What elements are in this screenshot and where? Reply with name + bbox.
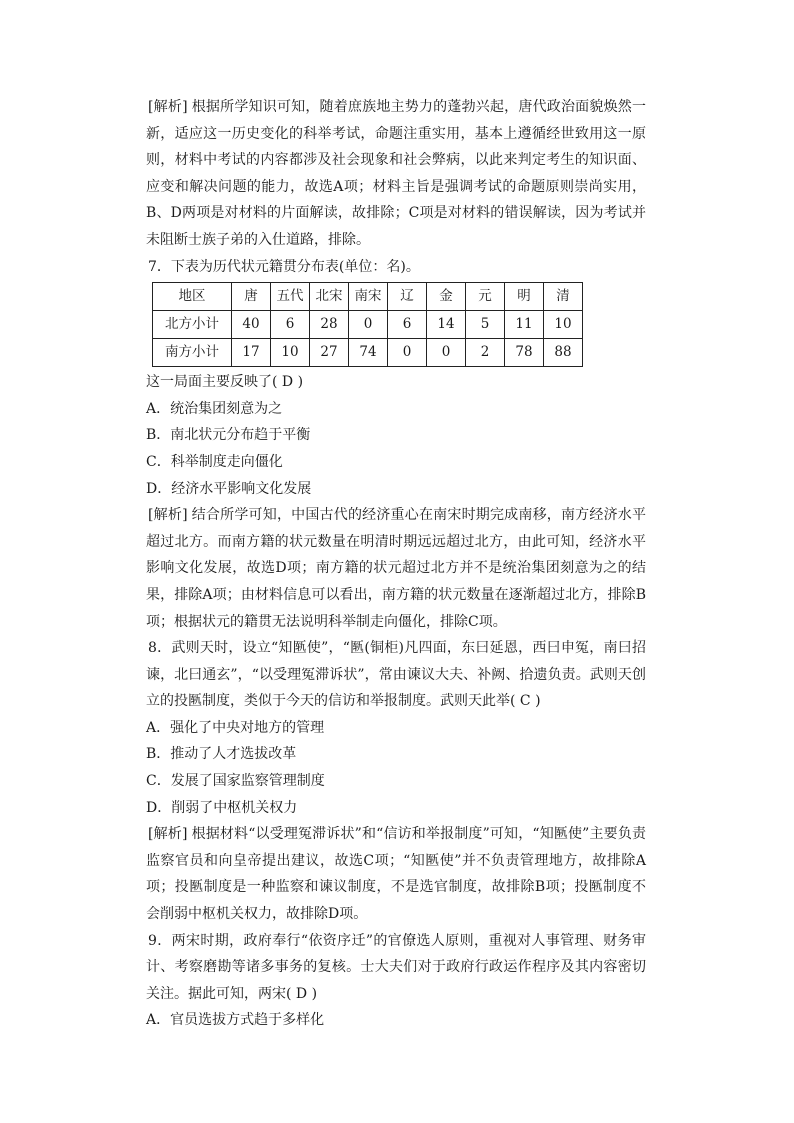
table-header-cell: 金	[427, 283, 466, 311]
table-cell: 28	[310, 311, 349, 339]
q7-stem: 7．下表为历代状元籍贯分布表(单位：名)。	[148, 258, 420, 275]
page-content	[146, 94, 646, 1034]
table-cell: 14	[427, 311, 466, 339]
table-cell: 0	[427, 339, 466, 367]
table-cell: 0	[388, 339, 427, 367]
table-cell: 74	[349, 339, 388, 367]
table-cell: 5	[466, 311, 505, 339]
q8-option-b: B．推动了人才选拔改革	[146, 746, 297, 763]
table-header-cell: 北宋	[310, 283, 349, 311]
analysis-text: 根据所学知识可知，随着庶族地主势力的蓬勃兴起，唐代政治面貌焕然一新，适应这一历史变化的科举考试，命题注重实用，基本上遵循经世致用这一原则，材料中考试的内容都涉及社会现象和社会弊病，以此来判定考生的知识面、应变和解决问题的能力，故选A项；材料主旨是强调考试的命题原则崇尚实用，B、D两项是对材料的片面解读，故排除；C项是对材料的错误解读，因为考试并未阻断士族子弟的入仕道路，排除。	[146, 99, 646, 248]
table-cell: 27	[310, 339, 349, 367]
table-cell: 88	[544, 339, 583, 367]
table-header-cell: 地区	[153, 283, 232, 311]
prev-analysis	[146, 94, 646, 254]
table-cell: 10	[544, 311, 583, 339]
table-cell: 78	[505, 339, 544, 367]
q8-analysis	[146, 821, 646, 927]
q7-question: 这一局面主要反映了( D )	[146, 374, 304, 391]
q8-stem: 8．武则天时，设立“知匦使”，“匦(铜柜)凡四面，东曰延恩，西曰申冤，南曰招谏，北曰通玄”，“以受理冤滞诉状”，常由谏议大夫、补阙、拾遗负责。武则天创立的投匦制度，类似于今天的信访和举报制度。武则天此举( C )	[146, 640, 646, 710]
table-header-row	[153, 283, 583, 311]
table-cell: 40	[232, 311, 271, 339]
table-cell: 北方小计	[153, 311, 232, 339]
table-row	[153, 311, 583, 339]
analysis-text: 结合所学可知，中国古代的经济重心在南宋时期完成南移，南方经济水平超过北方。而南方籍的状元数量在明清时期远远超过北方，由此可知，经济水平影响文化发展，故选D项；南方籍的状元超过北方并不是统治集团刻意为之的结果，排除A项；由材料信息可以看出，南方籍的状元数量在逐渐超过北方，排除B项；根据状元的籍贯无法说明科举制走向僵化，排除C项。	[146, 507, 646, 630]
table-header-cell: 南宋	[349, 283, 388, 311]
q7-option-d: D．经济水平影响文化发展	[146, 480, 312, 497]
q7-table	[152, 282, 583, 367]
table-cell: 0	[349, 311, 388, 339]
table-cell: 南方小计	[153, 339, 232, 367]
q7-option-b: B．南北状元分布趋于平衡	[146, 427, 311, 444]
table-cell: 10	[271, 339, 310, 367]
table-cell: 2	[466, 339, 505, 367]
analysis-label: [解析]	[148, 507, 188, 524]
table-header-cell: 元	[466, 283, 505, 311]
table-cell: 6	[388, 311, 427, 339]
table-header-cell: 唐	[232, 283, 271, 311]
table-row	[153, 339, 583, 367]
table-header-cell: 五代	[271, 283, 310, 311]
analysis-text: 根据材料“以受理冤滞诉状”和“信访和举报制度”可知，“知匦使”主要负责监察官员和向皇帝提出建议，故选C项；“知匦使”并不负责管理地方，故排除A项；投匦制度是一种监察和谏议制度，不是选官制度，故排除B项；投匦制度不会削弱中枢机关权力，故排除D项。	[146, 826, 646, 923]
q8-option-a: A．强化了中央对地方的管理	[146, 719, 325, 736]
table-header-cell: 明	[505, 283, 544, 311]
q8-option-c: C．发展了国家监察管理制度	[146, 773, 325, 790]
q7-table-wrap	[152, 282, 646, 367]
table-header-cell: 清	[544, 283, 583, 311]
table-cell: 11	[505, 311, 544, 339]
q7-option-a: A．统治集团刻意为之	[146, 400, 283, 417]
q8-option-d: D．削弱了中枢机关权力	[146, 799, 298, 816]
q9-stem: 9．两宋时期，政府奉行“依资序迁”的官僚选人原则，重视对人事管理、财务审计、考察磨勘等诸多事务的复核。士大夫们对于政府行政运作程序及其内容密切关注。据此可知，两宋( D )	[146, 932, 646, 1002]
table-cell: 17	[232, 339, 271, 367]
table-header-cell: 辽	[388, 283, 427, 311]
analysis-label: [解析]	[148, 99, 188, 115]
q7-analysis	[146, 502, 646, 635]
analysis-label: [解析]	[148, 826, 188, 843]
table-cell: 6	[271, 311, 310, 339]
q7-option-c: C．科举制度走向僵化	[146, 453, 283, 470]
q9-option-a: A．官员选拔方式趋于多样化	[146, 1012, 325, 1029]
